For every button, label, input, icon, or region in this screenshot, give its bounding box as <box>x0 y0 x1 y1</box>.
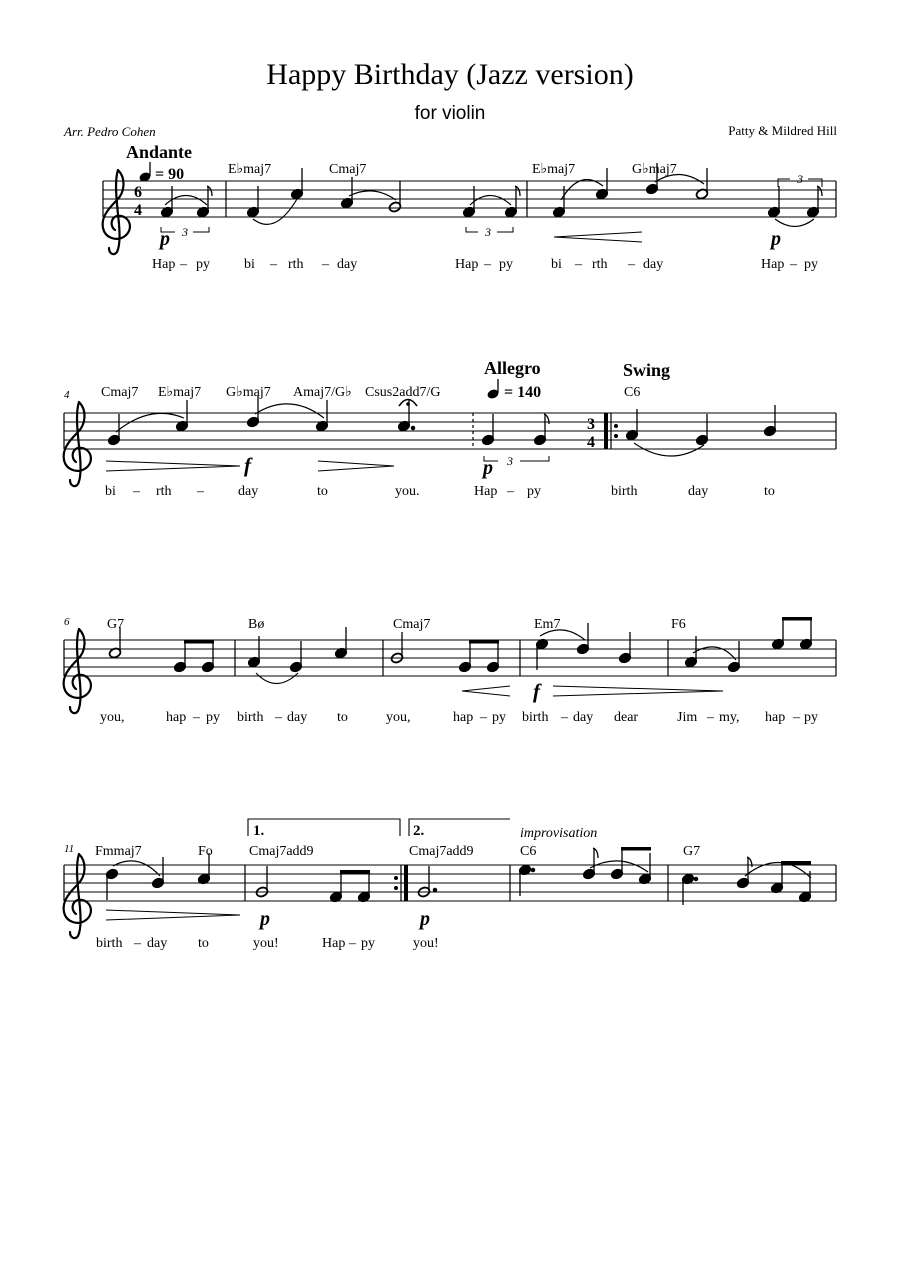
chord-symbol: Cmaj7 <box>101 385 139 400</box>
time-signature-bottom: 4 <box>587 434 595 451</box>
score-subtitle: for violin <box>414 103 486 124</box>
chord-symbol: G♭maj7 <box>632 162 677 177</box>
chords <box>95 844 700 859</box>
chord-symbol: Fo <box>198 844 213 859</box>
lyric-syllable: rth <box>156 484 172 499</box>
chord-symbol: F6 <box>671 617 686 632</box>
chord-symbol: Cmaj7 <box>393 617 431 632</box>
repeat-start-thick <box>604 413 608 449</box>
lyric-syllable: – <box>790 257 797 272</box>
lyric-syllable: – <box>793 710 800 725</box>
lyric-syllable: py <box>499 257 513 272</box>
tempo-note-icon <box>138 162 152 183</box>
tuplet-number: 3 <box>485 225 491 239</box>
slurs <box>165 174 814 226</box>
time-signature-top: 3 <box>587 416 595 433</box>
lyric-syllable: you. <box>395 484 420 499</box>
chord-symbol: E♭maj7 <box>158 385 202 400</box>
lyric-syllable: birth <box>522 710 549 725</box>
lyric-syllable: to <box>337 710 348 725</box>
lyric-syllable: bi <box>551 257 562 272</box>
lyrics <box>96 936 439 951</box>
lyric-syllable: Hap <box>455 257 479 272</box>
diminuendo-hairpin <box>553 686 723 696</box>
lyric-syllable: day <box>287 710 308 725</box>
slurs <box>116 404 704 456</box>
chord-symbol: C6 <box>520 844 537 859</box>
lyric-syllable: bi <box>105 484 116 499</box>
dynamic-marking: f <box>244 453 251 477</box>
lyric-syllable: hap <box>166 710 187 725</box>
lyric-syllable: py <box>361 936 375 951</box>
tempo-andante: Andante <box>126 142 193 162</box>
score-title: Happy Birthday (Jazz version) <box>266 58 634 91</box>
tuplet-brackets <box>161 179 822 232</box>
lyric-syllable: rth <box>288 257 304 272</box>
lyric-syllable: day <box>337 257 358 272</box>
treble-clef-icon <box>64 854 91 938</box>
system-3 <box>64 616 836 725</box>
chord-symbol: Fmmaj7 <box>95 844 142 859</box>
dynamic-marking: f <box>533 679 540 703</box>
system-1 <box>103 142 836 272</box>
lyric-syllable: day <box>573 710 594 725</box>
diminuendo-hairpin <box>106 461 240 471</box>
lyric-syllable: py <box>492 710 506 725</box>
lyric-syllable: – <box>575 257 582 272</box>
measure-number: 4 <box>64 389 70 401</box>
lyric-syllable: birth <box>96 936 123 951</box>
chords <box>101 385 640 400</box>
dynamic-marking: p <box>771 228 781 250</box>
lyric-syllable: bi <box>244 257 255 272</box>
lyric-syllable: hap <box>453 710 474 725</box>
lyric-syllable: – <box>197 484 204 499</box>
chord-symbol: Cmaj7add9 <box>249 844 314 859</box>
chord-symbol: G7 <box>107 617 125 632</box>
lyric-syllable: my, <box>719 710 740 725</box>
system-2 <box>64 358 836 499</box>
tempo-value: = 90 <box>155 166 185 183</box>
composer-credit: Patty & Mildred Hill <box>728 123 837 138</box>
improvisation-marking: improvisation <box>520 826 598 841</box>
diminuendo-hairpin <box>318 461 394 471</box>
tuplet-brackets <box>484 456 549 461</box>
lyric-syllable: – <box>484 257 491 272</box>
time-signature-top: 6 <box>134 184 142 201</box>
dynamic-marking: p <box>260 908 270 930</box>
lyric-syllable: birth <box>237 710 264 725</box>
style-swing: Swing <box>623 360 671 380</box>
lyric-syllable: – <box>628 257 635 272</box>
lyric-syllable: py <box>804 710 818 725</box>
lyric-syllable: – <box>349 936 356 951</box>
lyric-syllable: – <box>180 257 187 272</box>
tempo-value: = 140 <box>504 384 542 401</box>
tuplet-number: 3 <box>182 225 188 239</box>
lyric-syllable: – <box>561 710 568 725</box>
lyric-syllable: py <box>196 257 210 272</box>
lyric-syllable: – <box>134 936 141 951</box>
chord-symbol: Em7 <box>534 617 561 632</box>
lyric-syllable: Hap <box>322 936 346 951</box>
lyric-syllable: to <box>764 484 775 499</box>
slurs <box>113 861 811 878</box>
lyric-syllable: hap <box>765 710 786 725</box>
tempo-note-icon <box>486 379 500 400</box>
chord-symbol: Amaj7/G♭ <box>293 385 352 400</box>
lyric-syllable: day <box>238 484 259 499</box>
lyric-syllable: Hap <box>152 257 176 272</box>
tempo-allegro: Allegro <box>484 358 541 378</box>
measure-number: 6 <box>64 616 70 628</box>
lyric-syllable: you, <box>386 710 411 725</box>
lyrics <box>105 484 775 499</box>
ending-2-label: 2. <box>413 823 425 839</box>
chord-symbol: E♭maj7 <box>532 162 576 177</box>
notes <box>107 396 777 446</box>
dynamic-marking: p <box>420 908 430 930</box>
treble-clef-icon <box>103 170 130 254</box>
lyric-syllable: – <box>133 484 140 499</box>
chord-symbol: Bø <box>248 617 265 632</box>
lyric-syllable: you, <box>100 710 125 725</box>
slurs <box>256 630 736 684</box>
lyric-syllable: – <box>193 710 200 725</box>
lyric-syllable: to <box>317 484 328 499</box>
lyric-syllable: you! <box>413 936 439 951</box>
lyric-syllable: – <box>707 710 714 725</box>
chord-symbol: Cmaj7add9 <box>409 844 474 859</box>
measure-number: 11 <box>64 843 75 855</box>
chord-symbol: Cmaj7 <box>329 162 367 177</box>
chord-symbol: Csus2add7/G <box>365 385 441 400</box>
dynamic-marking: p <box>160 228 170 250</box>
tuplet-number: 3 <box>797 172 803 186</box>
dynamic-marking: p <box>483 457 493 479</box>
lyric-syllable: – <box>275 710 282 725</box>
treble-clef-icon <box>64 402 91 486</box>
ending-bracket-1 <box>248 819 400 836</box>
ending-1-label: 1. <box>253 823 265 839</box>
lyric-syllable: dear <box>614 710 639 725</box>
lyric-syllable: birth <box>611 484 638 499</box>
chords <box>107 617 686 632</box>
lyric-syllable: day <box>147 936 168 951</box>
lyric-syllable: Jim <box>677 710 698 725</box>
lyric-syllable: to <box>198 936 209 951</box>
lyric-syllable: py <box>206 710 220 725</box>
lyric-syllable: Hap <box>474 484 498 499</box>
arranger-credit: Arr. Pedro Cohen <box>64 124 156 139</box>
tuplet-number: 3 <box>507 454 513 468</box>
chord-symbol: G♭maj7 <box>226 385 271 400</box>
repeat-end-thick <box>404 865 408 901</box>
lyric-syllable: day <box>643 257 664 272</box>
chord-symbol: E♭maj7 <box>228 162 272 177</box>
lyric-syllable: day <box>688 484 709 499</box>
notes <box>108 617 813 673</box>
diminuendo-hairpin <box>106 910 240 920</box>
system-4 <box>64 819 836 951</box>
chord-symbol: G7 <box>683 844 701 859</box>
lyric-syllable: – <box>270 257 277 272</box>
crescendo-hairpin <box>554 232 642 242</box>
lyrics <box>152 257 818 272</box>
lyric-syllable: Hap <box>761 257 785 272</box>
lyric-syllable: – <box>480 710 487 725</box>
lyric-syllable: – <box>322 257 329 272</box>
chord-symbol: C6 <box>624 385 641 400</box>
crescendo-hairpin <box>462 686 510 696</box>
lyrics <box>100 710 818 725</box>
time-signature-bottom: 4 <box>134 202 142 219</box>
lyric-syllable: py <box>804 257 818 272</box>
treble-clef-icon <box>64 629 91 713</box>
lyric-syllable: you! <box>253 936 279 951</box>
lyric-syllable: – <box>507 484 514 499</box>
lyric-syllable: py <box>527 484 541 499</box>
lyric-syllable: rth <box>592 257 608 272</box>
